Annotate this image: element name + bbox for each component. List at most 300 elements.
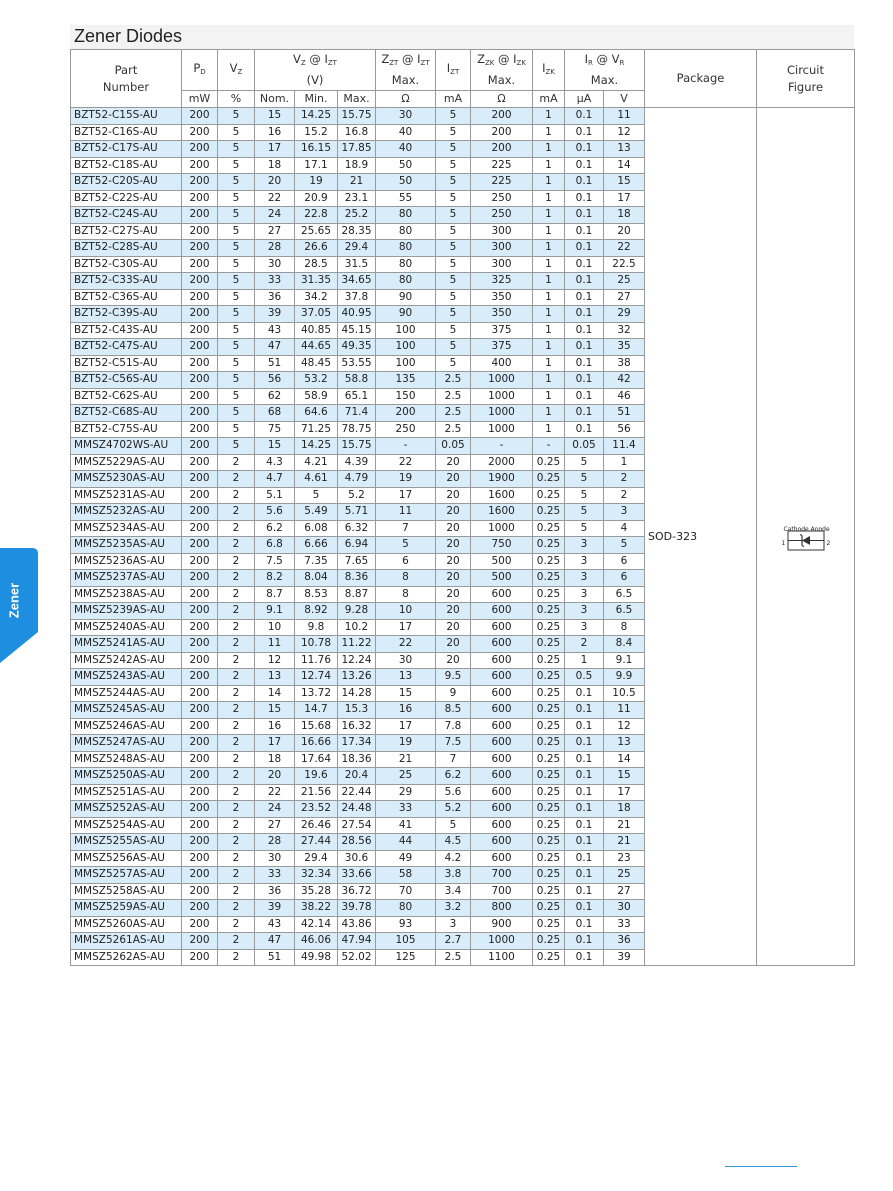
- value-cell: 10: [255, 619, 295, 636]
- value-cell: 32.34: [295, 867, 338, 884]
- value-cell: 12: [255, 652, 295, 669]
- value-cell: 0.25: [533, 949, 565, 966]
- value-cell: 4.39: [338, 454, 376, 471]
- value-cell: 5: [218, 372, 255, 389]
- part-number-cell: BZT52-C20S-AU: [71, 174, 182, 191]
- table-row: [71, 108, 855, 125]
- value-cell: 64.6: [295, 405, 338, 422]
- value-cell: 0.25: [533, 537, 565, 554]
- value-cell: 1: [533, 355, 565, 372]
- value-cell: 5: [565, 454, 604, 471]
- value-cell: 3: [565, 537, 604, 554]
- value-cell: 32: [604, 322, 645, 339]
- value-cell: 7.35: [295, 553, 338, 570]
- value-cell: 6.2: [255, 520, 295, 537]
- part-number-cell: BZT52-C15S-AU: [71, 108, 182, 125]
- value-cell: 11: [604, 108, 645, 125]
- value-cell: 47: [255, 933, 295, 950]
- value-cell: 200: [182, 718, 218, 735]
- value-cell: 4.5: [436, 834, 471, 851]
- value-cell: 28.35: [338, 223, 376, 240]
- value-cell: 47: [255, 339, 295, 356]
- value-cell: 750: [471, 537, 533, 554]
- value-cell: 40.85: [295, 322, 338, 339]
- value-cell: 0.25: [533, 454, 565, 471]
- value-cell: 27.44: [295, 834, 338, 851]
- value-cell: 5: [376, 537, 436, 554]
- value-cell: 0.1: [565, 388, 604, 405]
- value-cell: 43.86: [338, 916, 376, 933]
- value-cell: 44.65: [295, 339, 338, 356]
- value-cell: 500: [471, 570, 533, 587]
- value-cell: 6.5: [604, 586, 645, 603]
- value-cell: 5: [218, 124, 255, 141]
- value-cell: 200: [182, 520, 218, 537]
- figure-label: Cathode Anode: [783, 525, 830, 533]
- value-cell: 4: [604, 520, 645, 537]
- value-cell: 2: [218, 570, 255, 587]
- value-cell: 0.05: [565, 438, 604, 455]
- part-number-cell: MMSZ5247AS-AU: [71, 735, 182, 752]
- value-cell: 200: [182, 421, 218, 438]
- value-cell: 12: [604, 718, 645, 735]
- value-cell: 58.9: [295, 388, 338, 405]
- value-cell: 5: [436, 289, 471, 306]
- value-cell: 6.66: [295, 537, 338, 554]
- part-number-cell: BZT52-C33S-AU: [71, 273, 182, 290]
- value-cell: 5: [436, 306, 471, 323]
- value-cell: 36: [255, 883, 295, 900]
- value-cell: 200: [182, 603, 218, 620]
- value-cell: 4.7: [255, 471, 295, 488]
- value-cell: 600: [471, 751, 533, 768]
- value-cell: 6.08: [295, 520, 338, 537]
- value-cell: 5: [218, 339, 255, 356]
- value-cell: 0.25: [533, 487, 565, 504]
- value-cell: 31.5: [338, 256, 376, 273]
- value-cell: 20: [436, 504, 471, 521]
- value-cell: 0.1: [565, 735, 604, 752]
- value-cell: 68: [255, 405, 295, 422]
- value-cell: 0.1: [565, 817, 604, 834]
- value-cell: 2: [218, 916, 255, 933]
- value-cell: 71.4: [338, 405, 376, 422]
- value-cell: 200: [182, 438, 218, 455]
- value-cell: 5: [436, 339, 471, 356]
- part-number-cell: MMSZ4702WS-AU: [71, 438, 182, 455]
- value-cell: 20: [255, 768, 295, 785]
- part-number-cell: BZT52-C68S-AU: [71, 405, 182, 422]
- value-cell: 0.1: [565, 801, 604, 818]
- value-cell: 200: [182, 141, 218, 158]
- value-cell: 2: [218, 553, 255, 570]
- value-cell: 200: [182, 834, 218, 851]
- value-cell: 48.45: [295, 355, 338, 372]
- value-cell: 4.61: [295, 471, 338, 488]
- value-cell: 1: [533, 372, 565, 389]
- value-cell: 5.49: [295, 504, 338, 521]
- value-cell: 100: [376, 355, 436, 372]
- value-cell: 20.4: [338, 768, 376, 785]
- value-cell: 3: [565, 603, 604, 620]
- value-cell: 5: [218, 438, 255, 455]
- value-cell: 17: [376, 619, 436, 636]
- value-cell: 0.1: [565, 900, 604, 917]
- value-cell: 0.25: [533, 933, 565, 950]
- value-cell: 20: [436, 586, 471, 603]
- value-cell: 8.7: [255, 586, 295, 603]
- value-cell: 20: [436, 603, 471, 620]
- value-cell: 600: [471, 685, 533, 702]
- value-cell: 200: [182, 240, 218, 257]
- value-cell: 12.24: [338, 652, 376, 669]
- value-cell: 22.8: [295, 207, 338, 224]
- value-cell: 20: [436, 454, 471, 471]
- value-cell: 2.5: [436, 949, 471, 966]
- value-cell: 225: [471, 174, 533, 191]
- value-cell: 3: [565, 553, 604, 570]
- value-cell: 11.4: [604, 438, 645, 455]
- value-cell: 3: [565, 570, 604, 587]
- part-number-cell: MMSZ5260AS-AU: [71, 916, 182, 933]
- value-cell: 5: [436, 190, 471, 207]
- value-cell: 4.2: [436, 850, 471, 867]
- value-cell: 2: [218, 636, 255, 653]
- value-cell: 20: [436, 619, 471, 636]
- value-cell: 15: [255, 438, 295, 455]
- value-cell: 27: [604, 883, 645, 900]
- value-cell: 2: [218, 883, 255, 900]
- value-cell: 200: [471, 124, 533, 141]
- value-cell: 39: [255, 306, 295, 323]
- value-cell: 12: [604, 124, 645, 141]
- value-cell: 6.8: [255, 537, 295, 554]
- value-cell: 8: [604, 619, 645, 636]
- value-cell: 18: [255, 751, 295, 768]
- value-cell: 17: [604, 190, 645, 207]
- value-cell: 225: [471, 157, 533, 174]
- unit-cell: Nom.: [255, 91, 295, 108]
- value-cell: 5.6: [255, 504, 295, 521]
- part-number-cell: BZT52-C18S-AU: [71, 157, 182, 174]
- value-cell: 28.56: [338, 834, 376, 851]
- value-cell: 26.46: [295, 817, 338, 834]
- value-cell: 5: [218, 273, 255, 290]
- value-cell: 75: [255, 421, 295, 438]
- package-cell: SOD-323: [645, 108, 757, 966]
- value-cell: 5.6: [436, 784, 471, 801]
- value-cell: 14: [604, 751, 645, 768]
- zener-spec-table: [70, 49, 855, 966]
- header-package: Package: [645, 50, 757, 108]
- value-cell: 375: [471, 322, 533, 339]
- value-cell: 1: [533, 157, 565, 174]
- value-cell: 9.1: [604, 652, 645, 669]
- part-number-cell: BZT52-C43S-AU: [71, 322, 182, 339]
- value-cell: 19: [376, 471, 436, 488]
- value-cell: 0.1: [565, 685, 604, 702]
- value-cell: 15: [376, 685, 436, 702]
- value-cell: 26.6: [295, 240, 338, 257]
- value-cell: 200: [182, 735, 218, 752]
- value-cell: 0.25: [533, 619, 565, 636]
- value-cell: 5.71: [338, 504, 376, 521]
- value-cell: 25: [376, 768, 436, 785]
- value-cell: 900: [471, 916, 533, 933]
- value-cell: 49.98: [295, 949, 338, 966]
- value-cell: 22: [255, 784, 295, 801]
- value-cell: 5: [565, 487, 604, 504]
- value-cell: 0.1: [565, 916, 604, 933]
- value-cell: 200: [182, 256, 218, 273]
- value-cell: 33: [376, 801, 436, 818]
- value-cell: 200: [182, 801, 218, 818]
- part-number-cell: BZT52-C51S-AU: [71, 355, 182, 372]
- value-cell: 2: [218, 504, 255, 521]
- value-cell: 5: [218, 108, 255, 125]
- value-cell: 5: [604, 537, 645, 554]
- value-cell: 6.2: [436, 768, 471, 785]
- value-cell: 19.6: [295, 768, 338, 785]
- value-cell: 80: [376, 223, 436, 240]
- value-cell: 13: [376, 669, 436, 686]
- value-cell: 200: [182, 751, 218, 768]
- value-cell: 5: [218, 405, 255, 422]
- value-cell: 50: [376, 174, 436, 191]
- unit-cell: mA: [436, 91, 471, 108]
- value-cell: 20: [604, 223, 645, 240]
- value-cell: 500: [471, 553, 533, 570]
- value-cell: 6: [604, 570, 645, 587]
- value-cell: 47.94: [338, 933, 376, 950]
- header-part-number: Part Number: [71, 50, 182, 108]
- value-cell: 0.25: [533, 751, 565, 768]
- value-cell: 1000: [471, 372, 533, 389]
- value-cell: 5: [436, 273, 471, 290]
- value-cell: 1000: [471, 405, 533, 422]
- value-cell: 5: [218, 256, 255, 273]
- value-cell: 0.25: [533, 883, 565, 900]
- value-cell: 200: [182, 190, 218, 207]
- value-cell: 0.5: [565, 669, 604, 686]
- value-cell: 0.1: [565, 405, 604, 422]
- table-body: [71, 108, 855, 966]
- value-cell: 2.5: [436, 372, 471, 389]
- value-cell: 1: [533, 240, 565, 257]
- header-zzt: $Z_{ZT}$ @ $I_{ZT}$ Max.: [376, 50, 436, 91]
- value-cell: 300: [471, 240, 533, 257]
- value-cell: 8.36: [338, 570, 376, 587]
- part-number-cell: BZT52-C28S-AU: [71, 240, 182, 257]
- value-cell: 0.25: [533, 735, 565, 752]
- value-cell: 35.28: [295, 883, 338, 900]
- value-cell: 2000: [471, 454, 533, 471]
- value-cell: 200: [182, 207, 218, 224]
- value-cell: 1000: [471, 388, 533, 405]
- value-cell: 300: [471, 256, 533, 273]
- title-bar: [70, 25, 854, 49]
- value-cell: 5: [218, 174, 255, 191]
- part-number-cell: MMSZ5234AS-AU: [71, 520, 182, 537]
- value-cell: 18: [255, 157, 295, 174]
- value-cell: 200: [182, 768, 218, 785]
- value-cell: 30: [255, 256, 295, 273]
- value-cell: 200: [182, 570, 218, 587]
- value-cell: 2: [218, 900, 255, 917]
- value-cell: 33: [255, 273, 295, 290]
- value-cell: 0.1: [565, 124, 604, 141]
- value-cell: 29.4: [338, 240, 376, 257]
- header-vz-tol: $V_Z$: [218, 50, 255, 91]
- value-cell: 23: [604, 850, 645, 867]
- value-cell: 0.1: [565, 141, 604, 158]
- value-cell: 40.95: [338, 306, 376, 323]
- value-cell: 200: [182, 900, 218, 917]
- value-cell: 1: [565, 652, 604, 669]
- value-cell: 150: [376, 388, 436, 405]
- value-cell: 15.2: [295, 124, 338, 141]
- value-cell: 200: [182, 355, 218, 372]
- part-number-cell: MMSZ5259AS-AU: [71, 900, 182, 917]
- value-cell: 1: [533, 108, 565, 125]
- value-cell: 1: [533, 421, 565, 438]
- header-vz-at-izt: $V_Z$ @ $I_{ZT}$ (V): [255, 50, 376, 91]
- unit-cell: Max.: [338, 91, 376, 108]
- value-cell: 8.87: [338, 586, 376, 603]
- value-cell: 3.8: [436, 867, 471, 884]
- value-cell: 28.5: [295, 256, 338, 273]
- value-cell: 1: [533, 306, 565, 323]
- value-cell: 29: [604, 306, 645, 323]
- value-cell: 600: [471, 735, 533, 752]
- part-number-cell: MMSZ5238AS-AU: [71, 586, 182, 603]
- value-cell: 1600: [471, 487, 533, 504]
- value-cell: 0.25: [533, 867, 565, 884]
- value-cell: 5.1: [255, 487, 295, 504]
- value-cell: 6.94: [338, 537, 376, 554]
- value-cell: 200: [182, 586, 218, 603]
- value-cell: 600: [471, 619, 533, 636]
- unit-cell: Ω: [376, 91, 436, 108]
- part-number-cell: MMSZ5261AS-AU: [71, 933, 182, 950]
- value-cell: 200: [182, 454, 218, 471]
- value-cell: 8.92: [295, 603, 338, 620]
- value-cell: 27: [255, 817, 295, 834]
- value-cell: 1: [533, 289, 565, 306]
- value-cell: 23.52: [295, 801, 338, 818]
- value-cell: 18: [604, 801, 645, 818]
- value-cell: 2: [218, 834, 255, 851]
- value-cell: 1000: [471, 933, 533, 950]
- value-cell: 200: [471, 108, 533, 125]
- value-cell: 21.56: [295, 784, 338, 801]
- value-cell: 20.9: [295, 190, 338, 207]
- value-cell: -: [471, 438, 533, 455]
- value-cell: 7.5: [255, 553, 295, 570]
- value-cell: 20: [436, 636, 471, 653]
- value-cell: 16.66: [295, 735, 338, 752]
- value-cell: 2: [218, 850, 255, 867]
- part-number-cell: MMSZ5255AS-AU: [71, 834, 182, 851]
- value-cell: 17: [604, 784, 645, 801]
- value-cell: 16: [255, 718, 295, 735]
- part-number-cell: BZT52-C62S-AU: [71, 388, 182, 405]
- value-cell: 21: [338, 174, 376, 191]
- value-cell: 3: [604, 504, 645, 521]
- unit-cell: Ω: [471, 91, 533, 108]
- value-cell: 1000: [471, 520, 533, 537]
- value-cell: 22: [376, 636, 436, 653]
- value-cell: 200: [182, 933, 218, 950]
- unit-cell: %: [218, 91, 255, 108]
- value-cell: 0.1: [565, 174, 604, 191]
- value-cell: 30: [604, 900, 645, 917]
- value-cell: 36.72: [338, 883, 376, 900]
- value-cell: 700: [471, 883, 533, 900]
- value-cell: 8.04: [295, 570, 338, 587]
- value-cell: 20: [436, 537, 471, 554]
- value-cell: 20: [436, 520, 471, 537]
- value-cell: 200: [182, 322, 218, 339]
- value-cell: 1: [533, 405, 565, 422]
- value-cell: 105: [376, 933, 436, 950]
- value-cell: 6: [604, 553, 645, 570]
- value-cell: 15: [255, 108, 295, 125]
- value-cell: 53.55: [338, 355, 376, 372]
- value-cell: 135: [376, 372, 436, 389]
- unit-cell: mW: [182, 91, 218, 108]
- value-cell: 39: [255, 900, 295, 917]
- value-cell: 14.7: [295, 702, 338, 719]
- value-cell: 300: [471, 223, 533, 240]
- value-cell: 38: [604, 355, 645, 372]
- value-cell: 90: [376, 289, 436, 306]
- value-cell: 56: [604, 421, 645, 438]
- value-cell: 2: [604, 471, 645, 488]
- value-cell: 62: [255, 388, 295, 405]
- value-cell: 14: [255, 685, 295, 702]
- value-cell: 7.5: [436, 735, 471, 752]
- value-cell: 93: [376, 916, 436, 933]
- value-cell: 30.6: [338, 850, 376, 867]
- value-cell: 0.25: [533, 586, 565, 603]
- value-cell: 37.8: [338, 289, 376, 306]
- value-cell: 17: [255, 141, 295, 158]
- value-cell: 350: [471, 289, 533, 306]
- value-cell: 350: [471, 306, 533, 323]
- part-number-cell: BZT52-C47S-AU: [71, 339, 182, 356]
- value-cell: 37.05: [295, 306, 338, 323]
- value-cell: 24.48: [338, 801, 376, 818]
- value-cell: -: [533, 438, 565, 455]
- value-cell: 2: [218, 471, 255, 488]
- part-number-cell: BZT52-C27S-AU: [71, 223, 182, 240]
- value-cell: 5: [436, 174, 471, 191]
- part-number-cell: MMSZ5241AS-AU: [71, 636, 182, 653]
- value-cell: 5: [218, 355, 255, 372]
- value-cell: 3: [436, 916, 471, 933]
- part-number-cell: BZT52-C16S-AU: [71, 124, 182, 141]
- value-cell: 5: [295, 487, 338, 504]
- value-cell: 20: [436, 553, 471, 570]
- value-cell: 8: [376, 570, 436, 587]
- value-cell: 0.25: [533, 553, 565, 570]
- value-cell: 21: [604, 817, 645, 834]
- value-cell: 0.25: [533, 652, 565, 669]
- value-cell: 5: [565, 520, 604, 537]
- value-cell: 52.02: [338, 949, 376, 966]
- value-cell: 34.2: [295, 289, 338, 306]
